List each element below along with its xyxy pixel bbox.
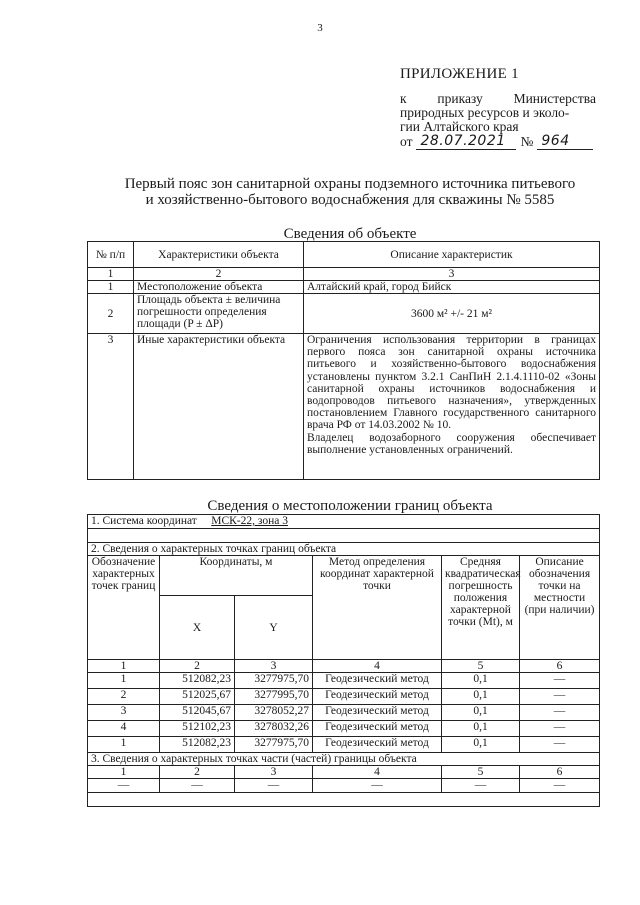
point-method: Геодезический метод <box>313 673 442 689</box>
object-info-table <box>87 241 600 480</box>
empty-value: — <box>313 779 442 793</box>
point-y: 3278052,27 <box>235 705 313 721</box>
point-mt: 0,1 <box>442 689 520 705</box>
row-value-paragraph: Владелец водозаборного сооружения обеспечивает выполнение установленных ограничений. <box>307 431 596 456</box>
boundaries-table <box>87 514 600 807</box>
empty-value: — <box>88 779 160 793</box>
header-designation: Обозначение характерных точек границ <box>88 556 160 660</box>
point-x: 512082,23 <box>160 673 235 689</box>
header-error: Средняя квадратическая погрешность положения характерной точки (Mt), м <box>442 556 520 660</box>
index-cell: 5 <box>442 660 520 673</box>
point-mt: 0,1 <box>442 737 520 753</box>
point-mt: 0,1 <box>442 721 520 737</box>
table-row <box>88 281 600 294</box>
index-cell: 1 <box>88 268 134 281</box>
header-x: X <box>160 596 235 660</box>
coord-system-label: 1. Система координат <box>91 515 197 527</box>
header-description: Описание характеристик <box>304 242 600 268</box>
row-num: 1 <box>88 281 134 294</box>
table-header-row <box>88 556 600 596</box>
index-cell: 1 <box>88 660 160 673</box>
document-title-line-1: Первый пояс зон санитарной охраны подземного источника питьевого <box>124 176 576 192</box>
appendix-word: к <box>400 91 407 106</box>
section-2-row <box>88 543 600 556</box>
empty-row <box>88 793 600 807</box>
empty-value: — <box>235 779 313 793</box>
point-id: 1 <box>88 737 160 753</box>
appendix-line-2: природных ресурсов и эколо- <box>400 105 570 120</box>
empty-cell <box>88 793 600 807</box>
index-cell: 6 <box>520 766 600 779</box>
order-number-label: № <box>520 134 534 149</box>
table-row <box>88 334 600 480</box>
appendix-line-3: гии Алтайского края <box>400 119 519 134</box>
empty-row <box>88 529 600 543</box>
table-row <box>88 721 600 737</box>
header-characteristics: Характеристики объекта <box>134 242 304 268</box>
point-id: 4 <box>88 721 160 737</box>
index-cell: 3 <box>235 766 313 779</box>
point-id: 3 <box>88 705 160 721</box>
point-x: 512082,23 <box>160 737 235 753</box>
point-x: 512102,23 <box>160 721 235 737</box>
point-method: Геодезический метод <box>313 721 442 737</box>
table-row <box>88 294 600 334</box>
order-date-number <box>400 134 596 150</box>
index-cell: 4 <box>313 660 442 673</box>
point-y: 3277975,70 <box>235 673 313 689</box>
table-index-row <box>88 766 600 779</box>
point-desc: — <box>520 689 600 705</box>
index-cell: 3 <box>235 660 313 673</box>
appendix-word: Министерства <box>513 91 596 106</box>
header-method: Метод определения координат характерной точки <box>313 556 442 660</box>
row-value: 3600 м² +/- 21 м² <box>304 294 600 334</box>
point-method: Геодезический метод <box>313 705 442 721</box>
row-value <box>304 334 600 480</box>
table-header-row <box>88 242 600 268</box>
point-method: Геодезический метод <box>313 737 442 753</box>
table-index-row <box>88 268 600 281</box>
point-y: 3278032,26 <box>235 721 313 737</box>
table-row <box>88 705 600 721</box>
point-desc: — <box>520 721 600 737</box>
index-cell: 1 <box>88 766 160 779</box>
object-info-title: Сведения об объекте <box>283 226 417 242</box>
point-mt: 0,1 <box>442 705 520 721</box>
boundaries-title: Сведения о местоположении границ объекта <box>207 498 493 514</box>
point-y: 3277975,70 <box>235 737 313 753</box>
row-value-paragraph: Ограничения использования территории в границах первого пояса зон санитарной охраны источника питьевого и хозяйственно-бытового водоснабжения установлены пунктом 3.2.1 СанПиН 2.1.4.1110-02 «Зоны санитарной охраны источников водоснабжения и водопроводов питьевого назначения», утвержденных постановлением Главного государственного санитарного врача РФ от 14.03.2002 № 10. <box>307 334 596 432</box>
document-title <box>100 176 600 208</box>
row-value: Алтайский край, город Бийск <box>304 281 600 294</box>
row-name: Иные характеристики объекта <box>134 334 304 480</box>
appendix-title: ПРИЛОЖЕНИЕ 1 <box>400 66 519 82</box>
index-cell: 6 <box>520 660 600 673</box>
point-desc: — <box>520 737 600 753</box>
coord-system-row <box>88 515 600 529</box>
header-num: № п/п <box>88 242 134 268</box>
empty-value: — <box>442 779 520 793</box>
section-3-label: 3. Сведения о характерных точках части (частей) границы объекта <box>88 753 600 766</box>
point-x: 512025,67 <box>160 689 235 705</box>
header-y: Y <box>235 596 313 660</box>
appendix-reference <box>400 92 596 134</box>
table-row <box>88 737 600 753</box>
appendix-line-1 <box>400 92 596 106</box>
table-row <box>88 779 600 793</box>
point-id: 1 <box>88 673 160 689</box>
order-number-handwritten: 964 <box>537 134 593 150</box>
section-3-row <box>88 753 600 766</box>
appendix-word: приказу <box>437 91 483 106</box>
table-row <box>88 673 600 689</box>
index-cell: 2 <box>160 660 235 673</box>
row-num: 3 <box>88 334 134 480</box>
coord-system-value: МСК-22, зона 3 <box>211 515 288 527</box>
header-marking: Описание обозначения точки на местности (при наличии) <box>520 556 600 660</box>
section-2-label: 2. Сведения о характерных точках границ объекта <box>88 543 600 556</box>
empty-cell <box>88 529 600 543</box>
point-desc: — <box>520 673 600 689</box>
table-row <box>88 689 600 705</box>
point-id: 2 <box>88 689 160 705</box>
point-method: Геодезический метод <box>313 689 442 705</box>
point-x: 512045,67 <box>160 705 235 721</box>
order-from-label: от <box>400 134 413 149</box>
coord-system-cell <box>88 515 600 529</box>
point-y: 3277995,70 <box>235 689 313 705</box>
header-coordinates: Координаты, м <box>160 556 313 596</box>
index-cell: 4 <box>313 766 442 779</box>
row-num: 2 <box>88 294 134 334</box>
index-cell: 5 <box>442 766 520 779</box>
index-cell: 3 <box>304 268 600 281</box>
document-title-line-2: и хозяйственно-бытового водоснабжения для скважины № 5585 <box>145 192 555 208</box>
index-cell: 2 <box>160 766 235 779</box>
order-date-handwritten: 28.07.2021 <box>416 134 516 150</box>
table-index-row <box>88 660 600 673</box>
empty-value: — <box>520 779 600 793</box>
index-cell: 2 <box>134 268 304 281</box>
point-desc: — <box>520 705 600 721</box>
row-name: Местоположение объекта <box>134 281 304 294</box>
page-number: 3 <box>317 22 323 34</box>
row-name: Площадь объекта ± величина погрешности определения площади (P ± ΔP) <box>134 294 304 334</box>
point-mt: 0,1 <box>442 673 520 689</box>
empty-value: — <box>160 779 235 793</box>
